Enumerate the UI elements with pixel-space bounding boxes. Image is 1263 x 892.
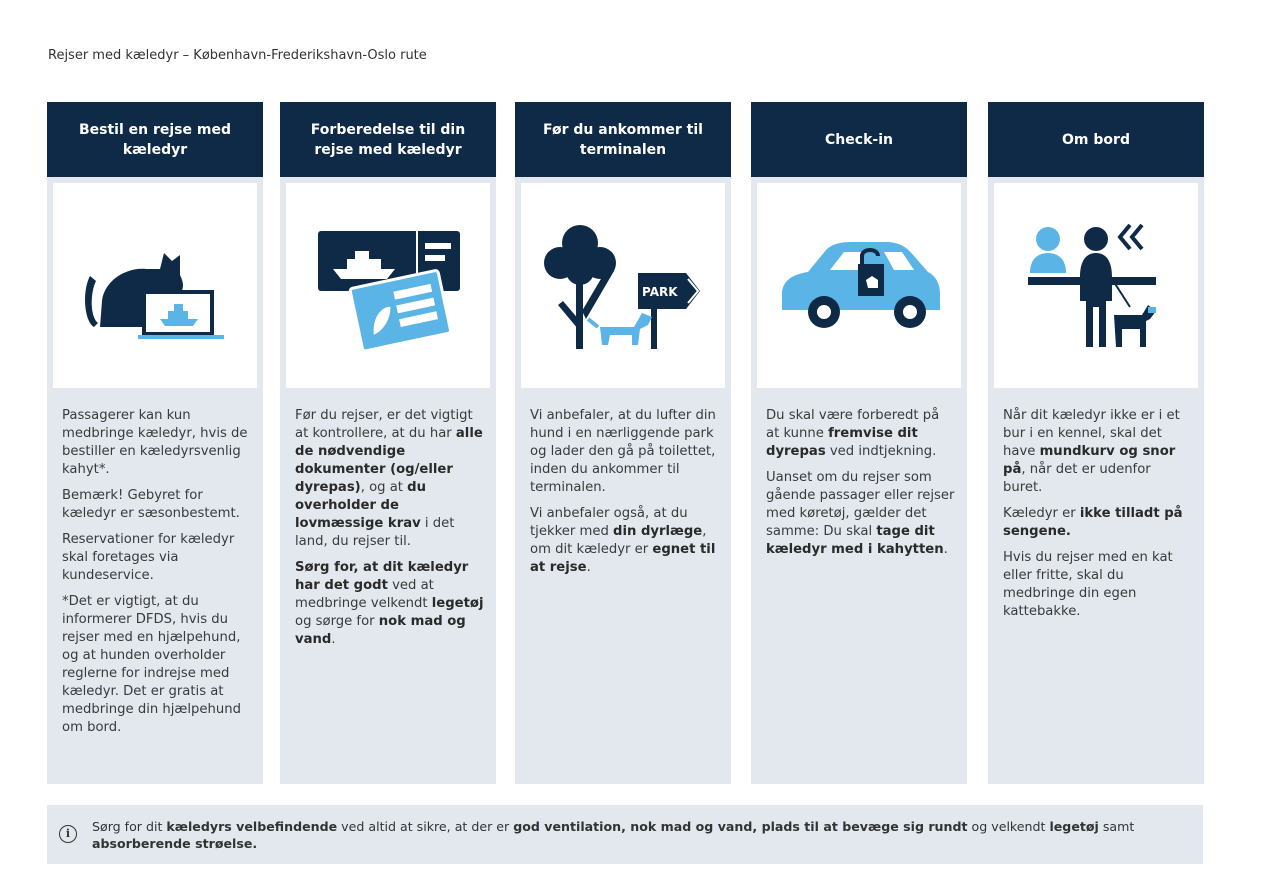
column-check-in: [751, 102, 967, 784]
bold-text: du overholder de lovmæssige krav: [295, 480, 427, 531]
text-run: samt: [1098, 819, 1135, 834]
bold-text: kæledyrs velbefindende: [166, 819, 338, 834]
column-paragraph: [295, 407, 484, 551]
column-text: [530, 407, 719, 585]
column-text: [1003, 407, 1192, 629]
text-run: og velkendt: [967, 819, 1050, 834]
text-run: , og at: [360, 480, 408, 495]
ticket-passport-icon: [313, 221, 463, 351]
text-run: , om dit kæledyr er: [530, 524, 707, 557]
text-run: .: [586, 560, 591, 575]
column-paragraph: [530, 407, 719, 497]
bold-text: legetøj: [1049, 819, 1099, 834]
text-run: Uanset om du rejser som gående passager eller rejser med køretøj, gælder det samme: Du skal: [766, 470, 955, 539]
text-run: Sørg for dit: [92, 819, 167, 834]
bold-text: alle de nødvendige dokumenter (og/eller dyrepas): [295, 426, 483, 495]
column-paragraph: [62, 407, 251, 479]
column-paragraph: [1003, 549, 1192, 621]
column-before-arrival: [515, 102, 731, 784]
icon-panel: [994, 183, 1198, 388]
column-paragraph: [295, 559, 484, 649]
column-preparation: [280, 102, 496, 784]
column-paragraph: [62, 487, 251, 523]
text-run: Vi anbefaler, at du lufter din hund i en nærliggende park og lader den gå på toilettet, inden du ankommer til terminalen.: [530, 408, 716, 495]
text-run: ved at medbringe velkendt: [295, 578, 434, 611]
bold-text: god ventilation, nok mad og vand, plads til at bevæge sig rundt: [513, 819, 968, 834]
column-on-board: [988, 102, 1204, 784]
column-heading: Check-in: [751, 102, 967, 177]
bold-text: din dyrlæge: [613, 524, 703, 539]
text-run: , når det er udenfor buret.: [1003, 462, 1151, 495]
text-run: Når dit kæledyr ikke er i et bur i en kennel, skal det have: [1003, 408, 1180, 459]
text-run: og sørge for: [295, 614, 379, 629]
column-paragraph: [1003, 407, 1192, 497]
bold-text: mundkurv og snor på: [1003, 444, 1176, 477]
text-run: Kæledyr er: [1003, 506, 1080, 521]
text-run: Passagerer kan kun medbringe kæledyr, hvis de bestiller en kæledyrsvenlig kahyt*.: [62, 408, 248, 477]
column-paragraph: [62, 593, 251, 737]
text-run: i det land, du rejser til.: [295, 516, 455, 549]
text-run: Vi anbefaler også, at du tjekker med: [530, 506, 688, 539]
column-paragraph: [766, 469, 955, 559]
column-text: [62, 407, 251, 745]
bold-text: tage dit kæledyr med i kahytten: [766, 524, 944, 557]
bold-text: egnet til at rejse: [530, 542, 716, 575]
info-icon: i: [59, 825, 77, 843]
text-run: Hvis du rejser med en kat eller fritte, skal du medbringe din egen kattebakke.: [1003, 550, 1173, 619]
column-text: [766, 407, 955, 567]
bold-text: legetøj: [431, 596, 484, 611]
bold-text: absorberende strøelse.: [92, 836, 258, 851]
column-book-trip: [47, 102, 263, 784]
text-run: .: [943, 542, 948, 557]
text-run: *Det er vigtigt, at du informerer DFDS, hvis du rejser med en hjælpehund, og at hunden overholder reglerne for indrejse med kæledyr. Det er gratis at medbringe din hjælpehund om bord.: [62, 594, 241, 735]
column-heading: Om bord: [988, 102, 1204, 177]
column-heading: Før du ankommer til terminalen: [515, 102, 731, 177]
icon-panel: [521, 183, 725, 388]
column-paragraph: [62, 531, 251, 585]
text-run: Før du rejser, er det vigtigt at kontrollere, at du har: [295, 408, 473, 441]
icon-panel: [53, 183, 257, 388]
page-title: Rejser med kæledyr – København-Frederikshavn-Oslo rute: [48, 48, 427, 63]
bold-text: Sørg for, at dit kæledyr har det godt: [295, 560, 469, 593]
column-paragraph: [1003, 505, 1192, 541]
column-heading: Bestil en rejse med kæledyr: [47, 102, 263, 177]
bold-text: ikke tilladt på sengene.: [1003, 506, 1183, 539]
text-run: Du skal være forberedt på at kunne: [766, 408, 940, 441]
car-passport-icon: [774, 236, 944, 336]
park-sign-label: PARK: [642, 284, 678, 299]
bold-text: fremvise dit dyrepas: [766, 426, 918, 459]
text-run: .: [331, 632, 336, 647]
text-run: Reservationer for kæledyr skal foretages via kundeservice.: [62, 532, 235, 583]
column-paragraph: [766, 407, 955, 461]
bold-text: nok mad og vand: [295, 614, 466, 647]
column-text: [295, 407, 484, 657]
icon-panel: [286, 183, 490, 388]
column-paragraph: [530, 505, 719, 577]
column-heading: Forberedelse til din rejse med kæledyr: [280, 102, 496, 177]
person-dog-desk-icon: [1026, 221, 1166, 351]
text-run: Bemærk! Gebyret for kæledyr er sæsonbestemt.: [62, 488, 240, 521]
notice-text: [92, 818, 1163, 852]
info-notice: [47, 805, 1203, 864]
cat-laptop-icon: [80, 231, 230, 341]
icon-panel: [757, 183, 961, 388]
text-run: ved indtjekning.: [825, 444, 937, 459]
text-run: ved altid at sikre, at der er: [337, 819, 514, 834]
park-dog-icon: [538, 221, 708, 351]
